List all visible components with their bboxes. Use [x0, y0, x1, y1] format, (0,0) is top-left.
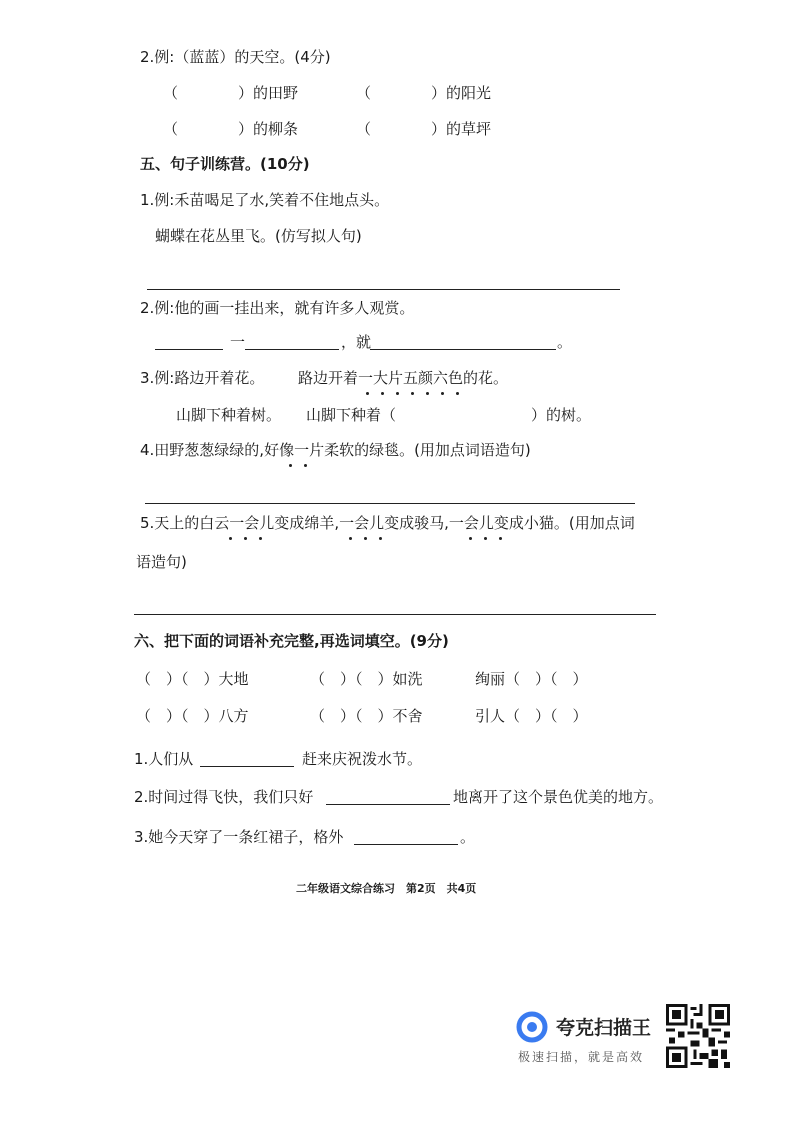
- emphasis-dot: [456, 392, 459, 395]
- q2-item-fields: （ ）的田野: [163, 84, 299, 102]
- s5-q2-blank-2[interactable]: [245, 349, 339, 350]
- s6-row2-item1: （ ）（ ）八方: [136, 707, 249, 725]
- s5-q2-example: 2.例:他的画一挂出来，就有许多人观赏。: [140, 299, 415, 317]
- q2-header: 2.例:（蓝蓝）的天空。(4分): [140, 48, 331, 66]
- s5-q2-blank-1[interactable]: [155, 349, 223, 350]
- q2-item-lawn: （ ）的草坪: [356, 120, 492, 138]
- s5-q2-end: 。: [557, 333, 573, 351]
- emphasis-dot: [411, 392, 414, 395]
- s6-q2-before: 2.时间过得飞快，我们只好: [134, 788, 314, 806]
- emphasis-dot: [259, 537, 262, 540]
- emphasis-dot: [381, 392, 384, 395]
- s5-q1-example: 1.例:禾苗喝足了水,笑着不住地点头。: [140, 191, 390, 209]
- emphasis-dot: [379, 537, 382, 540]
- s6-q1-after: 赶来庆祝泼水节。: [302, 750, 423, 768]
- s6-q3-after: 。: [460, 828, 476, 846]
- s6-q1-before: 1.人们从: [134, 750, 194, 768]
- s5-q2-word-yi: 一: [230, 333, 246, 351]
- s6-q2-after: 地离开了这个景色优美的地方。: [453, 788, 664, 806]
- emphasis-dot: [366, 392, 369, 395]
- s5-q2-blank-3[interactable]: [370, 349, 556, 350]
- emphasis-dot: [469, 537, 472, 540]
- emphasis-dot: [396, 392, 399, 395]
- s6-row1-item3: 绚丽（ ）（ ）: [475, 670, 588, 688]
- q2-item-sunlight: （ ）的阳光: [356, 84, 492, 102]
- s6-row2-item2: （ ）（ ）不舍: [310, 707, 423, 725]
- section5-title: 五、句子训练营。(10分): [140, 155, 310, 173]
- s6-q3-blank[interactable]: [354, 844, 458, 845]
- emphasis-dot: [289, 464, 292, 467]
- s6-q3-before: 3.她今天穿了一条红裙子，格外: [134, 828, 344, 846]
- emphasis-dot: [244, 537, 247, 540]
- q2-item-willow: （ ）的柳条: [163, 120, 299, 138]
- scanner-slogan: 极速扫描，就是高效: [518, 1050, 645, 1064]
- emphasis-dot: [304, 464, 307, 467]
- emphasis-dot: [484, 537, 487, 540]
- s6-row1-item1: （ ）（ ）大地: [136, 670, 249, 688]
- emphasis-dot: [426, 392, 429, 395]
- s6-row2-item3: 引人（ ）（ ）: [475, 707, 588, 725]
- s6-q2-blank[interactable]: [326, 804, 450, 805]
- emphasis-dot: [364, 537, 367, 540]
- s5-q5-answer-line[interactable]: [134, 614, 656, 615]
- s6-row1-item2: （ ）（ ）如洗: [310, 670, 423, 688]
- s5-q2-word-jiu: ，就: [341, 333, 372, 351]
- emphasis-dot: [499, 537, 502, 540]
- section6-title: 六、把下面的词语补充完整,再选词填空。(9分): [134, 632, 449, 650]
- s5-q5-line1: 5.天上的白云一会儿变成绵羊,一会儿变成骏马,一会儿变成小猫。(用加点词: [140, 514, 635, 532]
- scanner-brand: 夸克扫描王: [556, 1017, 652, 1039]
- s5-q4-answer-line[interactable]: [145, 503, 635, 504]
- s5-q5-line2: 语造句): [136, 553, 187, 571]
- emphasis-dot: [349, 537, 352, 540]
- emphasis-dot: [441, 392, 444, 395]
- s5-q3-example-a: 3.例:路边开着花。: [140, 369, 265, 387]
- page-footer: 二年级语文综合练习 第2页 共4页: [296, 882, 477, 895]
- qr-code-icon: [666, 1004, 730, 1068]
- s5-q3-example-b: 路边开着一大片五颜六色的花。: [298, 369, 509, 387]
- s5-q3-task-a: 山脚下种着树。: [176, 406, 282, 424]
- s5-q1-answer-line[interactable]: [147, 289, 620, 290]
- s6-q1-blank[interactable]: [200, 766, 294, 767]
- s5-q4-text: 4.田野葱葱绿绿的,好像一片柔软的绿毯。(用加点词语造句): [140, 441, 531, 459]
- emphasis-dot: [229, 537, 232, 540]
- s5-q3-task-b: 山脚下种着（ ）的树。: [306, 406, 592, 424]
- scanner-logo-icon: [516, 1011, 548, 1043]
- s5-q1-prompt: 蝴蝶在花丛里飞。(仿写拟人句): [155, 227, 362, 245]
